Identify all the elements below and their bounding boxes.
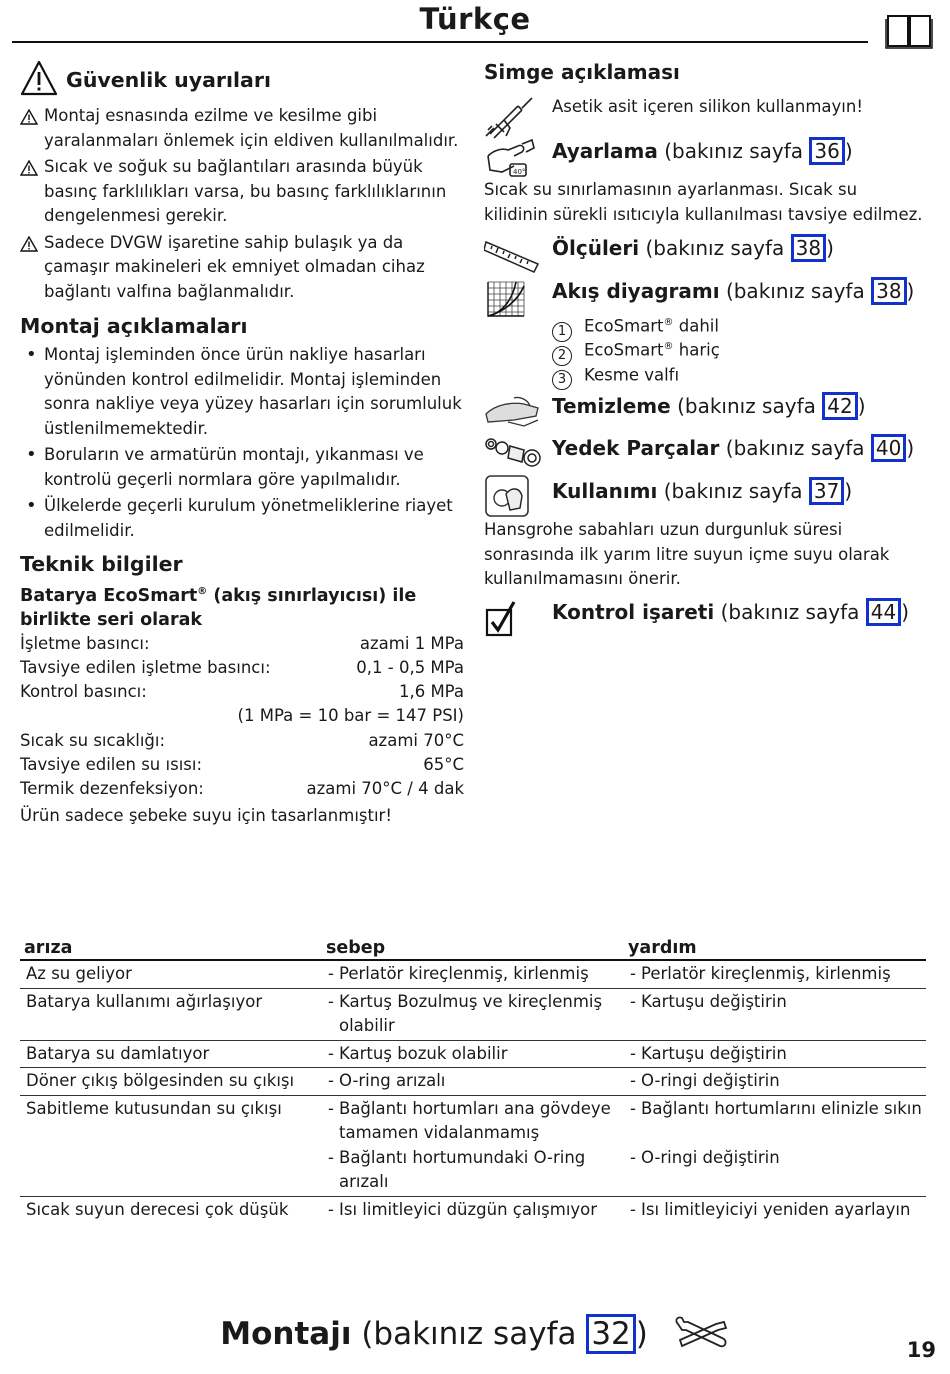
page-number: 19	[906, 1338, 936, 1362]
svg-text:40°: 40°	[513, 168, 526, 176]
wrench-icon	[672, 1316, 730, 1358]
spec-row: Sıcak su sıcaklığı: azami 70°C	[20, 730, 464, 750]
symbols-title: Simge açıklaması	[484, 60, 680, 84]
page-link-adjust[interactable]: 36	[809, 137, 844, 165]
safety-item: Sadece DVGW işaretine sahip bulaşık ya da çamaşır makineleri ek emniyet olmadan cihaz bağlantı valfına bağlanmalıdır.	[20, 231, 464, 305]
warning-small-icon	[20, 108, 38, 133]
page-link-flow[interactable]: 38	[871, 277, 906, 305]
page-link-cleaning[interactable]: 42	[822, 392, 857, 420]
flow-diagram-icon	[484, 278, 542, 324]
technical-title: Teknik bilgiler	[20, 552, 183, 576]
table-row: Az su geliyor - Perlatör kireçlenmiş, kirlenmiş - Perlatör kireçlenmiş, kirlenmiş	[20, 960, 926, 988]
flow-legend	[552, 311, 720, 388]
spec-row: Kontrol basıncı: 1,6 MPa	[20, 682, 464, 702]
table-header-row	[20, 936, 926, 960]
spec-list	[20, 632, 464, 801]
fault-table	[20, 936, 926, 1223]
page-link-spare[interactable]: 40	[871, 434, 906, 462]
safety-item: Sıcak ve soğuk su bağlantıları arasında büyük basınç farklılıkları varsa, bu basınç farklılıklarının dengelenmesi gerekir.	[20, 155, 464, 229]
symbol-dimensions: Ölçüleri (bakınız sayfa 38 )	[552, 236, 834, 260]
spec-row: İşletme basıncı: azami 1 MPa	[20, 633, 464, 653]
symbol-spare: Yedek Parçalar (bakınız sayfa 40 )	[552, 436, 915, 460]
legend-item: 1 EcoSmart® dahil	[552, 311, 720, 335]
footer-mounting-reference: Montajı (bakınız sayfa 32 )	[0, 1314, 950, 1358]
table-row: Sabitleme kutusundan su çıkışı - Bağlantı hortumları ana gövdeye tamamen vidalanmamış - Bağlantı hortumundaki O-ring arızalı - Bağlantı hortumlarını elinizle sıkın - O-ringi değiştirin	[20, 1095, 926, 1196]
adjust-note: Sıcak su sınırlamasının ayarlanması. Sıcak su kilidinin sürekli ısıtıcıyla kullanılması tavsiye edilmez.	[484, 180, 923, 224]
technical-note: Ürün sadece şebeke suyu için tasarlanmıştır!	[20, 806, 392, 826]
column-header: sebep	[322, 936, 624, 960]
spare-parts-icon	[484, 434, 542, 474]
silicone-note: Asetik asit içeren silikon kullanmayın!	[552, 97, 863, 116]
mounting-item: • Montaj işleminden önce ürün nakliye hasarları yönünden kontrol edilmelidir. Montaj işleminden sonra nakliye veya yüzey hasarları için sorumluluk üstlenilmemektedir.	[26, 344, 462, 438]
legend-item: 2 EcoSmart® hariç	[552, 335, 720, 359]
table-row: Döner çıkış bölgesinden su çıkışı - O-ring arızalı - O-ringi değiştirin	[20, 1068, 926, 1096]
safety-item: Montaj esnasında ezilme ve kesilme gibi yaralanmaları önlemek için eldiven kullanılmalıdır.	[20, 104, 464, 153]
safety-title: Güvenlik uyarıları	[66, 68, 272, 92]
usage-note: Hansgrohe sabahları uzun durgunluk süresi sonrasında ilk yarım litre suyun içme suyu olarak kullanılmamasını önerir.	[484, 520, 890, 588]
spec-row: Tavsiye edilen su ısısı: 65°C	[20, 754, 464, 774]
technical-section	[20, 551, 464, 829]
mounting-item: • Ülkelerde geçerli kurulum yönetmeliklerine riayet edilmelidir.	[26, 495, 453, 540]
symbol-usage: Kullanımı (bakınız sayfa 37 )	[552, 479, 853, 503]
spec-row: (1 MPa = 10 bar = 147 PSI)	[237, 706, 464, 726]
table-row: Batarya kullanımı ağırlaşıyor - Kartuş Bozulmuş ve kireçlenmiş olabilir - Kartuşu değiştirin	[20, 988, 926, 1040]
book-icon	[885, 12, 933, 54]
page-link-usage[interactable]: 37	[809, 477, 844, 505]
page-link-check[interactable]: 44	[866, 598, 901, 626]
symbol-adjust: Ayarlama (bakınız sayfa 36 )	[552, 139, 853, 163]
symbol-cleaning: Temizleme (bakınız sayfa 42 )	[552, 394, 866, 418]
mounting-item: • Boruların ve armatürün montajı, yıkanması ve kontrolü geçerli normlara göre yapılmalıdır.	[26, 444, 424, 489]
spec-row: Termik dezenfeksiyon: azami 70°C / 4 dak	[20, 778, 464, 798]
symbol-check: Kontrol işareti (bakınız sayfa 44 )	[552, 600, 909, 624]
page-link-dimensions[interactable]: 38	[791, 234, 826, 262]
cleaning-cloth-icon	[484, 392, 542, 436]
table-row: Sıcak suyun derecesi çok düşük - Isı limitleyici düzgün çalışmıyor - Isı limitleyiciyi yeniden ayarlayın	[20, 1196, 926, 1223]
spec-row: Tavsiye edilen işletme basıncı: 0,1 - 0,5 MPa	[20, 658, 464, 678]
ruler-icon	[484, 234, 542, 278]
warning-icon	[20, 60, 58, 100]
hand-usage-icon	[484, 474, 542, 522]
legend-item: 3 Kesme valfı	[552, 360, 720, 384]
page-link-mounting[interactable]: 32	[586, 1314, 635, 1354]
column-header: arıza	[20, 936, 322, 960]
page-title: Türkçe	[419, 2, 531, 36]
column-header: yardım	[624, 936, 926, 960]
table-row: Batarya su damlatıyor - Kartuş bozuk olabilir - Kartuşu değiştirin	[20, 1040, 926, 1068]
warning-small-icon	[20, 159, 38, 184]
checkmark-icon	[484, 600, 542, 642]
symbol-flow: Akış diyagramı (bakınız sayfa 38 )	[552, 279, 915, 303]
mounting-title: Montaj açıklamaları	[20, 314, 248, 338]
safety-section	[20, 60, 464, 306]
warning-small-icon	[20, 235, 38, 260]
header-rule	[12, 41, 868, 43]
mounting-section	[20, 313, 464, 545]
technical-subtitle: Batarya EcoSmart® (akış sınırlayıcısı) ile birlikte seri olarak	[20, 585, 417, 630]
